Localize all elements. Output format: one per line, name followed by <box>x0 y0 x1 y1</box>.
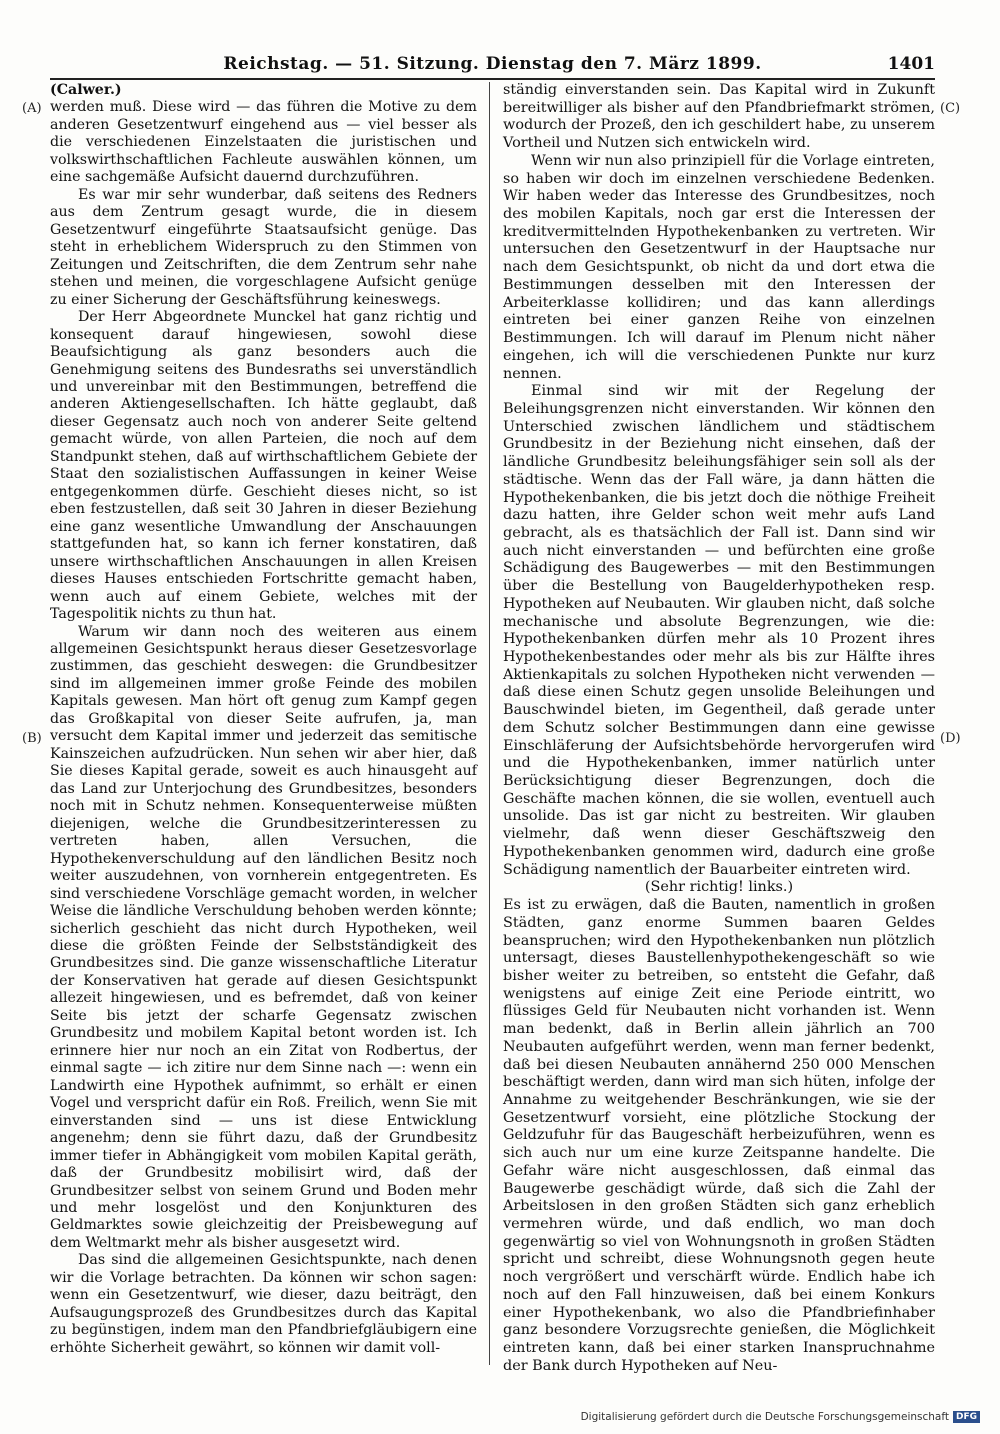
paragraph: ständig einverstanden sein. Das Kapital wird in Zukunft bereitwilliger als bisher auf den Pfandbriefmarkt strömen, wodurch der Prozeß, den ich geschildert habe, zu unserem Vortheil und Nutzen sich entwickeln wird. <box>503 82 935 152</box>
margin-marker-d: (D) <box>940 731 961 746</box>
running-header <box>50 50 935 80</box>
paragraph: Wenn wir nun also prinzipiell für die Vorlage eintreten, so haben wir doch im einzelnen verschiedene Bedenken. Wir haben weder das Interesse des Grundbesitzes, noch des mobilen Kapitals, noch gar erst die Interessen der kreditvermittelnden Hypothekenbanken zu vertreten. Wir untersuchen den Gesetzentwurf in der Hauptsache nur nach dem Gesichtspunkt, ob nicht da und dort etwa die Bestimmungen desselben mit den Interessen der Arbeiterklasse kollidiren; und das kann allerdings eintreten bei einer ganzen Reihe von einzelnen Bestimmungen. Ich will darauf im Plenum nicht näher eingehen, ich will die verschiedenen Punkte nur kurz nennen. <box>503 152 935 382</box>
page-number: 1401 <box>887 54 935 74</box>
margin-marker-c: (C) <box>940 101 961 116</box>
left-column <box>50 82 477 1357</box>
paragraph: werden muß. Diese wird — das führen die Motive zu dem anderen Gesetzentwurf eingehend aus — viel besser als die verschiedenen Einzelstaaten die juristischen und volkswirthschaftlichen Fachleute auswählen können, um eine sachgemäße Aufsicht dauernd durchzuführen. <box>50 99 477 186</box>
paragraph: Es ist zu erwägen, daß die Bauten, namentlich in großen Städten, ganz enorme Summen baaren Geldes beanspruchen; wird den Hypothekenbanken nun plötzlich untersagt, dieses Baustellenhypothekengeschäft so wie bisher weiter zu betreiben, so entsteht die Gefahr, daß wenigstens auf einige Zeit eine Periode eintritt, wo flüssiges Geld für Neubauten nicht vorhanden ist. Wenn man bedenkt, daß in Berlin allein jährlich an 700 Neubauten aufgeführt werden, wenn man ferner bedenkt, daß bei diesen Neubauten annähernd 250 000 Menschen beschäftigt werden, dann wird man sich hüten, infolge der Annahme zu weitgehender Beschränkungen, wie sie der Gesetzentwurf vorsieht, eine plötzliche Stockung der Geldzufuhr für das Baugeschäft herbeizuführen, wenn es sich auch nur um eine kurze Zeitspanne handelte. Die Gefahr wäre nicht ausgeschlossen, daß einmal das Baugewerbe geschädigt würde, daß sich die Zahl der Arbeitslosen in den großen Städten sich ganz erheblich vermehren würde, und daß endlich, wo man doch gegenwärtig so viel von Wohnungsnoth in großen Städten spricht und schreibt, diese Wohnungsnoth gegen heute noch vergrößert und verschärft würde. Endlich habe ich noch auf den Fall hinzuweisen, daß bei einem Konkurs einer Hypothekenbank, wo also die Pfandbriefinhaber ganz besondere Vorzugsrechte genießen, die Möglichkeit eintreten kann, daß bei einer starken Inanspruchnahme der Bank durch Hypotheken auf Neu- <box>503 897 935 1374</box>
dfg-logo: DFG <box>953 1411 980 1423</box>
digitization-credit <box>581 1411 980 1423</box>
interjection: (Sehr richtig! links.) <box>644 879 794 896</box>
column-divider <box>489 82 490 1365</box>
paragraph: Es war mir sehr wunderbar, daß seitens des Redners aus dem Zentrum gesagt wurde, die in diesem Gesetzentwurf eingeführte Staatsaufsicht genüge. Das steht in erheblichem Widerspruch zu den Stimmen von Zeitungen und Zeitschriften, die dem Zentrum sehr nahe stehen und meinen, die vorgeschlagene Aufsicht genüge zu einer Sicherung der Geschäftsführung keineswegs. <box>50 186 477 308</box>
margin-marker-a: (A) <box>22 101 42 116</box>
credit-text: Digitalisierung gefördert durch die Deutsche Forschungsgemeinschaft <box>580 1411 949 1423</box>
paragraph: Das sind die allgemeinen Gesichtspunkte, nach denen wir die Vorlage betrachten. Da können wir schon sagen: wenn ein Gesetzentwurf, wie dieser, dazu beiträgt, den Aufsaugungsprozeß des Grundbesitzes durch das Kapital zu begünstigen, indem man den Pfandbriefgläubigern eine erhöhte Sicherheit gewährt, so können wir damit voll- <box>50 1252 477 1356</box>
speaker-name: (Calwer.) <box>50 82 122 98</box>
paragraph: Einmal sind wir mit der Regelung der Beleihungsgrenzen nicht einverstanden. Wir können den Unterschied zwischen ländlichem und städtischem Grundbesitz in der Beziehung nicht einsehen, daß der ländliche Grundbesitz beleihungsfähiger sein soll als der städtische. Wenn das der Fall wäre, ja dann hätten die Hypothekenbanken, die bis jetzt doch die nöthige Freiheit dazu hatten, ihre Gelder schon weit mehr aufs Land gebracht, als es thatsächlich der Fall ist. Dann sind wir auch nicht einverstanden — und befürchten eine große Schädigung des Baugewerbes — mit den Bestimmungen über die Bestellung von Baugelderhypotheken resp. Hypotheken auf Neubauten. Wir glauben nicht, daß solche mechanische und absolute Begrenzungen, wie die: Hypothekenbanken dürfen mehr als 10 Prozent ihres Hypothekenbestandes oder mehr als bis zur Hälfte ihres Aktienkapitals zu solchen Hypotheken nicht verwenden — daß diese einen Schutz gegen unsolide Beleihungen und Bauschwindel bieten, im Gegentheil, daß gerade unter dem Schutz solcher Bestimmungen dann eine gewisse Einschläferung der Aufsichtsbehörde hervorgerufen wird und die Hypothekenbanken, immer natürlich unter Berücksichtigung dieser Begrenzungen, doch die Geschäfte machen können, die sie wollen, eventuell auch unsolide. Das ist gar nicht zu bestreiten. Wir glauben vielmehr, daß wenn dieser Geschäftszweig den Hypothekenbanken genommen wird, dadurch eine große Schädigung namentlich der Bauarbeiter eintreten wird. <box>503 383 935 878</box>
paragraph: Der Herr Abgeordnete Munckel hat ganz richtig und konsequent darauf hingewiesen, sowohl diese Beaufsichtigung als ganz besonders auch die Genehmigung seitens des Bundesraths sei unverständlich und unvereinbar mit den Bestimmungen, betreffend die anderen Aktiengesellschaften. Ich hätte geglaubt, daß dieser Gegensatz auch noch von anderer Seite geltend gemacht würde, von allen Parteien, die noch auf dem Standpunkt stehen, daß auf wirthschaftlichem Gebiete der Staat den sozialistischen Auffassungen in keiner Weise entgegenkommen dürfe. Geschieht dieses nicht, so ist eben festzustellen, daß seit 30 Jahren in dieser Beziehung eine ganz wesentliche Umwandlung der Anschauungen stattgefunden hat, so kann ich ferner konstatiren, daß unsere wirthschaftlichen Anschauungen in allen Kreisen dieses Hauses entschieden Fortschritte gemacht haben, wenn auch auf einem Gebiete, welches mit der Tagespolitik nichts zu thun hat. <box>50 309 477 623</box>
running-head-title: Reichstag. — 51. Sitzung. Dienstag den 7. März 1899. <box>223 54 762 74</box>
right-column <box>503 82 935 1375</box>
paragraph: Warum wir dann noch des weiteren aus einem allgemeinen Gesichtspunkt heraus dieser Gesetzesvorlage zustimmen, das geschieht deswegen: die Grundbesitzer sind im allgemeinen immer große Feinde des mobilen Kapitals gewesen. Man hört oft genug zum Kampf gegen das Großkapital von dieser Seite aufrufen, ja, man versucht dem Kapital immer und jederzeit das semitische Kainszeichen aufzudrücken. Nun sehen wir aber hier, daß Sie dieses Kapital gerade, soweit es auch hinausgeht auf das Land zur Unterjochung des Grundbesitzes, besonders noch mit in Schutz nehmen. Konsequenterweise müßten diejenigen, welche die Grundbesitzerinteressen zu vertreten haben, allen Versuchen, die Hypothekenverschuldung auf den ländlichen Besitz noch weiter auszudehnen, von vornherein entgegentreten. Es sind verschiedene Vorschläge gemacht worden, in welcher Weise die ländliche Verschuldung behoben werden könnte; sicherlich geschieht das nicht durch Hypotheken, weil diese die größten Feinde der Selbstständigkeit des Grundbesitzes sind. Die ganze wissenschaftliche Literatur der Konservativen hat gerade auf diesen Gesichtspunkt allezeit hingewiesen, und es befremdet, daß von keiner Seite bis jetzt der scharfe Gegensatz zwischen Grundbesitz und mobilem Kapital betont worden ist. Ich erinnere hier nur noch an ein Zitat von Rodbertus, der einmal sagte — ich zitire nur dem Sinne nach —: wenn ein Landwirth eine Hypothek aufnimmt, so erhält er einen Vogel und verspricht dafür ein Roß. Freilich, wenn Sie mit einverstanden sind — uns ist diese Entwicklung angenehm; denn sie führt dazu, daß der Grundbesitz immer tiefer in Abhängigkeit vom mobilen Kapital geräth, daß der Grundbesitz mobilisirt wird, daß der Grundbesitzer selbst von seinem Grund und Boden mehr und mehr losgelöst und den Konjunkturen des Geldmarktes sowie gleichzeitig der Preisbewegung auf dem Weltmarkt mehr als bisher ausgesetzt wird. <box>50 623 477 1251</box>
margin-marker-b: (B) <box>22 731 42 746</box>
